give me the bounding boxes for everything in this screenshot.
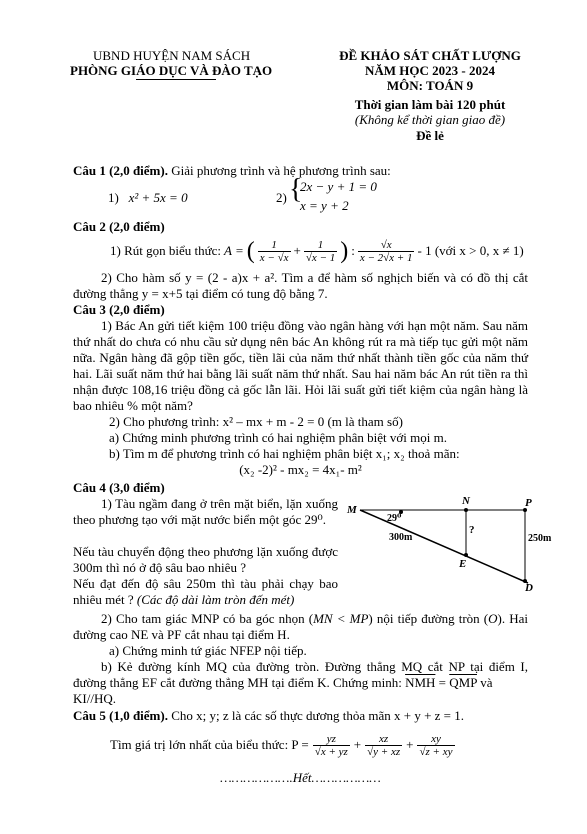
q2-frac2: $\frac{1}{√x - 1}$ bbox=[305, 238, 336, 264]
q4-part2b: b) Kẻ đường kính MQ của đường tròn. Đường thẳng MQ cắt NP tại điểm I, đường thẳng EF cắt đường thẳng MH tại điểm K. Chứng minh: $\overline{NMH} = \overline{QMP}$ và bbox=[73, 659, 528, 690]
paren-open: ( bbox=[246, 238, 255, 264]
q2-p1-tail: - 1 (với x > 0, x ≠ 1) bbox=[417, 243, 524, 258]
q4-note: (Các độ dài làm tròn đến mét) bbox=[136, 592, 295, 607]
q4-part1-q2: Nếu đạt đến độ sâu 250m thì tàu phải chạy bao nhiêu mét ? (Các độ dài làm tròn đến mét) bbox=[73, 576, 338, 607]
q5-frac2: $\frac{xz}{√y + xz}$ bbox=[367, 732, 401, 758]
q1-p2-eq2: x = y + 2 bbox=[300, 198, 349, 213]
q5-task-text: Tìm giá trị lớn nhất của biểu thức: P = bbox=[110, 737, 309, 752]
q4-part2: 2) Cho tam giác MNP có ba góc nhọn (MN < MP) nội tiếp đường tròn (O). Hai đường cao NE và PF cắt nhau tại điểm H. bbox=[73, 611, 529, 642]
header-underline-left bbox=[136, 79, 216, 80]
label-angle: 29⁰ bbox=[387, 513, 402, 524]
label-300m: 300m bbox=[389, 532, 413, 543]
submarine-diagram bbox=[345, 493, 555, 595]
q5-frac1: $\frac{yz}{√x + yz}$ bbox=[314, 732, 348, 758]
q1-text: Giải phương trình và hệ phương trình sau: bbox=[167, 163, 391, 178]
q2-A: A = bbox=[224, 243, 244, 258]
label-N: N bbox=[462, 495, 470, 507]
q3-part2b: b) Tìm m để phương trình có hai nghiệm phân biệt x₁; x₂ thoả mãn: bbox=[109, 446, 460, 461]
q4-part1: 1) Tàu ngầm đang ở trên mặt biển, lặn xuống theo phương tạo với mặt nước biển một góc 29⁰. bbox=[73, 496, 338, 527]
label-D: D bbox=[525, 582, 533, 594]
label-E: E bbox=[459, 558, 467, 570]
label-P: P bbox=[525, 497, 532, 509]
header-org-line1: UBND HUYỆN NAM SÁCH bbox=[93, 48, 251, 63]
q3-part2b-equation: (x₂ -2)² - mx₂ = 4x₁- m² bbox=[239, 462, 362, 477]
q3-title: Câu 3 (2,0 điểm) bbox=[73, 302, 165, 317]
q5-task: Tìm giá trị lớn nhất của biểu thức: P = $\frac{yz}{√x + yz}$ + $\frac{xz}{√y + xz}$ + $\frac{xy}{√z + xy}$ bbox=[110, 732, 453, 758]
q1-p1-label: 1) bbox=[108, 190, 119, 205]
q5-title: Câu 5 (1,0 điểm). bbox=[73, 708, 168, 723]
q2-title: Câu 2 (2,0 điểm) bbox=[73, 219, 165, 234]
label-unknown: ? bbox=[469, 524, 475, 536]
angle-QMP: $\overline{QMP}$ bbox=[449, 675, 477, 690]
label-M: M bbox=[347, 504, 357, 516]
school-year: NĂM HỌC 2023 - 2024 bbox=[365, 63, 495, 78]
q2-frac3: $\frac{√x}{x - 2√x + 1}$ bbox=[359, 238, 413, 264]
exam-time: Thời gian làm bài 120 phút bbox=[354, 97, 506, 112]
q3-part2: 2) Cho phương trình: x² – mx + m - 2 = 0 (m là tham số) bbox=[109, 414, 403, 429]
q2-p1-text: 1) Rút gọn biểu thức: bbox=[110, 243, 222, 258]
exam-title: ĐỀ KHẢO SÁT CHẤT LƯỢNG bbox=[339, 48, 521, 63]
q4-title: Câu 4 (3,0 điểm) bbox=[73, 480, 165, 495]
q1-part1 bbox=[108, 190, 188, 206]
footer-end: ……………….Hết……………… bbox=[220, 770, 381, 785]
exam-time-note: (Không kể thời gian giao đề) bbox=[354, 112, 506, 127]
header-org-line2: PHÒNG GIÁO DỤC VÀ ĐÀO TẠO bbox=[70, 63, 273, 78]
q2-frac1: $\frac{1}{x - √x}$ bbox=[259, 238, 289, 264]
q3-part1: 1) Bác An gửi tiết kiệm 100 triệu đồng vào ngân hàng với hạn một năm. Sau năm thứ nhất do chưa có nhu cầu sử dụng nên bác An không rút ra mà tiếp tục gửi một năm nữa. Ngân hàng đã gộp tiền gốc, tiền lãi của năm thứ nhất thành tiền gốc của năm thứ hai. Lãi suất năm thứ hai bằng lãi suất năm thứ nhất. Sau hai năm bác An rút tiền ra thì nhận được 108,16 triệu đồng cả gốc lẫn lãi. Hỏi lãi suất gửi tiết kiệm của ngân hàng là bao nhiêu % một năm? bbox=[73, 318, 528, 413]
subject: MÔN: TOÁN 9 bbox=[386, 78, 474, 93]
q4-part2b-last: KI//HQ. bbox=[73, 691, 116, 706]
q4-part2a: a) Chứng minh tứ giác NFEP nội tiếp. bbox=[109, 643, 307, 658]
q2-part1: 1) Rút gọn biểu thức: A = ( $\frac{1}{x - √x}$ + $\frac{1}{√x - 1}$ ) : $\frac{√x}{x - 2√x + 1}$ - 1 (với x > 0, x ≠ 1) bbox=[110, 238, 524, 264]
point-N bbox=[464, 508, 468, 512]
q1-title: Câu 1 (2,0 điểm). bbox=[73, 163, 168, 178]
q5-heading bbox=[73, 708, 464, 724]
q1-p1-equation: x² + 5x = 0 bbox=[128, 190, 188, 205]
dive-path-line bbox=[360, 510, 528, 583]
q3-part2a: a) Chứng minh phương trình có hai nghiệm phân biệt với mọi m. bbox=[109, 430, 447, 445]
q5-frac3: $\frac{xy}{√z + xy}$ bbox=[419, 732, 453, 758]
exam-version: Đề lẻ bbox=[416, 128, 444, 143]
label-250m: 250m bbox=[528, 533, 552, 544]
point-E bbox=[464, 553, 468, 557]
q2-part2: 2) Cho hàm số y = (2 - a)x + a². Tìm a để hàm số nghịch biến và có đồ thị cắt đường thẳng y = x+5 tại điểm có tung độ bằng 7. bbox=[73, 270, 528, 301]
q4-part1-q1: Nếu tàu chuyển động theo phương lặn xuống được 300m thì nó ở độ sâu bao nhiêu ? bbox=[73, 544, 338, 575]
q1-p2-label: 2) bbox=[276, 190, 287, 205]
angle-NMH: $\overline{NMH}$ bbox=[405, 675, 436, 690]
system-brace: { bbox=[289, 174, 303, 205]
q1-heading bbox=[73, 163, 391, 179]
paren-close: ) bbox=[340, 238, 349, 264]
q1-p2-eq1: 2x − y + 1 = 0 bbox=[300, 179, 377, 194]
q5-text: Cho x; y; z là các số thực dương thỏa mãn x + y + z = 1. bbox=[167, 708, 465, 723]
